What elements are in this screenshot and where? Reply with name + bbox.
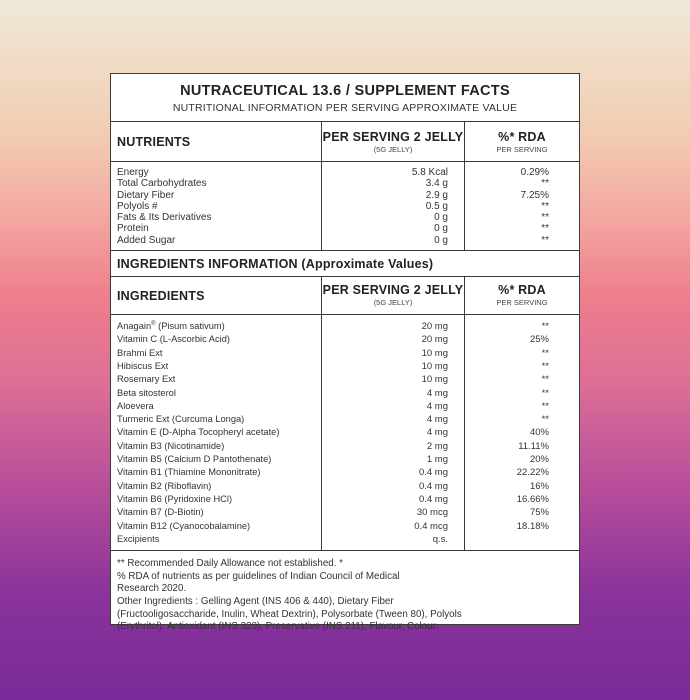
nutrient-amount: 2.9 g — [425, 189, 448, 201]
ingredient-amount: 4 mg — [426, 427, 448, 439]
ingredient-amount: 10 mg — [421, 347, 448, 359]
supplement-facts-panel — [110, 73, 580, 633]
ingredient-rda: ** — [541, 321, 549, 333]
ingredient-rda: ** — [541, 374, 549, 386]
ingredient-rda: 16.66% — [516, 493, 549, 505]
nutrients-column-header: NUTRIENTS — [117, 134, 191, 149]
ingredient-amount: 1 mg — [426, 454, 448, 466]
ingredient-name-detail: (Pisum sativum) — [155, 321, 225, 332]
ingredient-rda: 75% — [529, 507, 549, 519]
nutrient-amount: 0.5 g — [425, 200, 448, 212]
ingredient-name-cell — [117, 440, 321, 453]
ingredient-amount: 0.4 mg — [418, 480, 448, 492]
ingredient-amount: 4 mg — [426, 400, 448, 412]
ingredient-name: Brahmi Ext — [117, 347, 163, 358]
nutrient-name: Added Sugar — [117, 234, 176, 246]
ingredient-name-cell — [117, 320, 321, 333]
ingredient-amount: 4 mg — [426, 387, 448, 399]
ingredient-name-cell — [117, 413, 321, 426]
ingredient-name-cell — [117, 466, 321, 479]
ingredients-per-serving-header: PER SERVING 2 JELLY — [322, 283, 464, 298]
ingredients-info-heading: INGREDIENTS INFORMATION (Approximate Values) — [117, 256, 434, 271]
rda-column-header: %* RDA — [498, 130, 546, 144]
ingredient-rda-column — [464, 315, 579, 550]
ingredient-name-cell — [117, 373, 321, 386]
nutrient-name: Fats & Its Derivatives — [117, 212, 212, 224]
nutrient-amount: 0 g — [434, 212, 448, 224]
ingredient-rda: ** — [541, 414, 549, 426]
ingredient-name: Vitamin B12 (Cyanocobalamine) — [117, 520, 251, 531]
ingredient-name: Vitamin E (D-Alpha Tocopheryl acetate) — [117, 427, 280, 438]
ingredient-name-cell — [117, 360, 321, 373]
nutrients-header-row — [111, 122, 579, 162]
ingredient-amount: 0.4 mg — [418, 493, 448, 505]
ingredient-amount: 0.4 mcg — [414, 520, 448, 532]
nutrient-amount: 0 g — [434, 234, 448, 246]
ingredient-rda: 16% — [529, 480, 549, 492]
nutrient-name: Dietary Fiber — [117, 189, 175, 201]
nutrient-name: Energy — [117, 167, 149, 178]
ingredient-rda: 11.11% — [518, 440, 549, 452]
ingredient-name-cell — [117, 506, 321, 519]
per-serving-column-header: PER SERVING 2 JELLY — [322, 130, 464, 144]
ingredient-amount: 10 mg — [421, 374, 448, 386]
nutrient-name: Total Carbohydrates — [117, 178, 207, 190]
serving-size-note: (5G JELLY) — [373, 145, 413, 154]
footnote-line: % RDA of nutrients as per guidelines of Indian Council of Medical — [117, 570, 400, 582]
nutrient-amounts-column — [321, 162, 464, 250]
ingredient-amount: q.s. — [432, 533, 448, 545]
nutrient-rda-column — [464, 162, 579, 250]
nutrient-names-column — [111, 162, 321, 250]
ingredient-name-cell — [117, 387, 321, 400]
nutrient-amount: 5.8 Kcal — [411, 167, 448, 178]
ingredient-name-cell — [117, 493, 321, 506]
ingredients-header-row — [111, 277, 579, 315]
ingredient-name: Vitamin B7 (D-Biotin) — [117, 507, 204, 518]
ingredient-name: Beta sitosterol — [117, 387, 176, 398]
ingredient-name-cell — [117, 426, 321, 439]
ingredient-name: Anagain — [117, 321, 152, 332]
ingredients-rda-header: %* RDA — [498, 283, 546, 298]
registered-mark: ® — [151, 320, 156, 327]
ingredient-name: Hibiscus Ext — [117, 360, 169, 371]
ingredient-amount: 4 mg — [426, 414, 448, 426]
panel-title: NUTRACEUTICAL 13.6 / SUPPLEMENT FACTS — [180, 83, 510, 99]
ingredients-table-body — [111, 315, 579, 551]
ingredient-amount: 20 mg — [421, 321, 448, 333]
ingredient-amount: 30 mcg — [416, 507, 448, 519]
ingredient-rda: 18.18% — [516, 520, 549, 532]
ingredient-name-cell — [117, 453, 321, 466]
footnotes — [111, 551, 579, 634]
nutrient-rda: 0.29% — [520, 167, 549, 178]
footnote-line: (Fructooligosaccharide, Inulin, Wheat Dextrin), Polysorbate (Tween 80), Polyols — [117, 608, 462, 620]
ingredient-amount: 2 mg — [426, 440, 448, 452]
ingredient-amount: 0.4 mg — [418, 467, 448, 479]
footnote-line: Research 2020. — [117, 583, 187, 595]
ingredient-rda — [465, 533, 579, 546]
ingredient-name: Rosemary Ext — [117, 374, 176, 385]
ingredient-amount: 10 mg — [421, 360, 448, 372]
nutrient-rda: 7.25% — [520, 189, 549, 201]
nutrient-rda: ** — [541, 234, 549, 246]
ingredient-name: Vitamin B6 (Pyridoxine HCl) — [117, 493, 233, 504]
ingredient-rda: 20% — [529, 454, 549, 466]
nutrient-amount: 0 g — [434, 223, 448, 235]
ingredient-name-cell — [117, 400, 321, 413]
ingredient-rda: 22.22% — [516, 467, 549, 479]
nutrient-rda: ** — [541, 223, 549, 235]
nutrient-rda: ** — [541, 212, 549, 224]
title-block — [111, 74, 579, 122]
ingredient-name: Vitamin B5 (Calcium D Pantothenate) — [117, 454, 272, 465]
ingredient-name-cell — [117, 333, 321, 346]
ingredient-name: Turmeric Ext (Curcuma Longa) — [117, 414, 245, 425]
nutrients-table-body — [111, 162, 579, 251]
ingredient-name: Excipients — [117, 533, 160, 544]
footnote-line: ** Recommended Daily Allowance not established. * — [117, 558, 343, 570]
ingredient-name: Vitamin B2 (Riboflavin) — [117, 480, 212, 491]
ingredients-rda-subheader: PER SERVING — [496, 298, 548, 308]
ingredient-name: Aloevera — [117, 400, 154, 411]
footnote-line: Other Ingredients : Gelling Agent (INS 406 & 440), Dietary Fiber — [117, 595, 394, 607]
nutrient-amount: 3.4 g — [425, 178, 448, 190]
ingredient-amount: 20 mg — [421, 334, 448, 346]
nutrient-name: Polyols # — [117, 200, 158, 212]
ingredient-name: Vitamin B3 (Nicotinamide) — [117, 440, 225, 451]
ingredient-name-cell — [117, 533, 321, 546]
ingredient-name-cell — [117, 480, 321, 493]
ingredient-name-cell — [117, 347, 321, 360]
ingredient-name: Vitamin B1 (Thiamine Mononitrate) — [117, 467, 261, 478]
ingredients-column-header: INGREDIENTS — [117, 288, 205, 303]
ingredient-rda: 25% — [529, 334, 549, 346]
ingredients-serving-size-note: (5G JELLY) — [373, 298, 413, 308]
ingredient-rda: ** — [541, 347, 549, 359]
ingredient-rda: ** — [541, 387, 549, 399]
ingredient-rda: 40% — [529, 427, 549, 439]
ingredient-rda: ** — [541, 360, 549, 372]
nutrient-rda: ** — [541, 200, 549, 212]
ingredient-name: Vitamin C (L-Ascorbic Acid) — [117, 334, 230, 345]
rda-column-subheader: PER SERVING — [496, 145, 548, 154]
ingredients-info-heading-row — [111, 251, 579, 277]
ingredient-names-column — [111, 315, 321, 550]
nutrient-name: Protein — [117, 223, 149, 235]
ingredient-amounts-column — [321, 315, 464, 550]
nutrient-rda: ** — [541, 178, 549, 190]
ingredient-rda: ** — [541, 400, 549, 412]
panel-subtitle: NUTRITIONAL INFORMATION PER SERVING APPROXIMATE VALUE — [172, 102, 518, 114]
ingredient-name-cell — [117, 520, 321, 533]
footnote-line: (Erythritol), Antioxidant (INS 320), Preservative (INS 211), Flavour, Colour. — [117, 621, 439, 633]
